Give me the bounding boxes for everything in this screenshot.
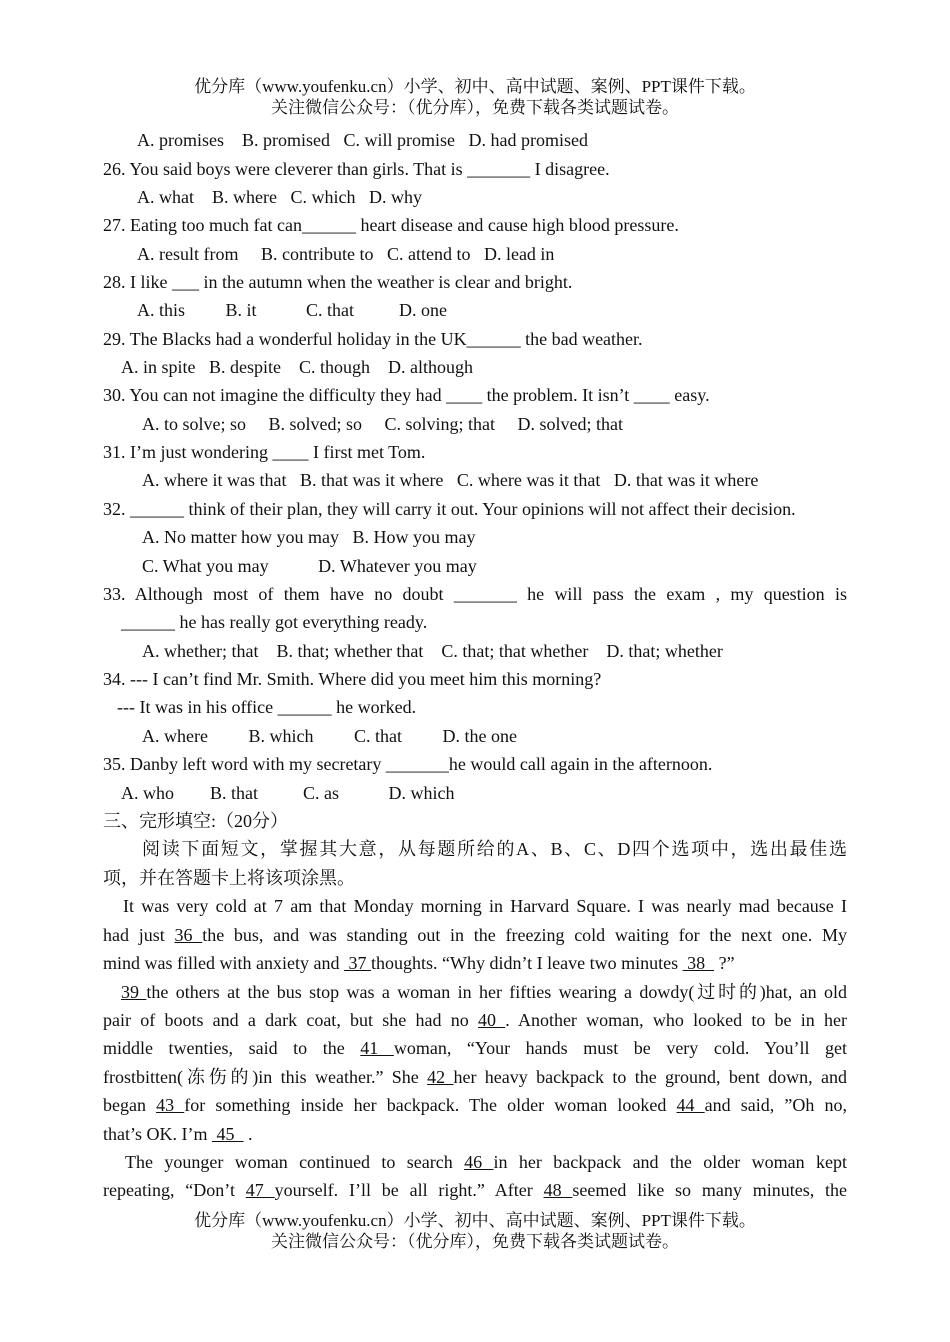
q33-options: A. whether; that B. that; whether that C. that; that whether D. that; whether	[142, 641, 723, 661]
blank-39: 39	[121, 982, 147, 1002]
blank-37: 37	[343, 953, 371, 973]
text-run: The younger woman continued to search	[125, 1152, 465, 1172]
text-run: seemed like so many minutes, the	[572, 1180, 848, 1200]
text-run: yourself. I’ll be all right.” After	[274, 1180, 544, 1200]
blank-43: 43	[156, 1095, 185, 1115]
p3-line-2	[103, 1178, 847, 1202]
blank-46: 46	[464, 1152, 494, 1172]
text-run: thoughts. “Why didn’t I leave two minutes	[370, 953, 683, 973]
p2-line-1	[121, 980, 847, 1004]
p2-line-3	[103, 1036, 847, 1060]
q28-options: A. this B. it C. that D. one	[137, 300, 447, 320]
text-run: began	[103, 1095, 157, 1115]
p2-line-5	[103, 1093, 847, 1117]
text-run: the bus, and was standing out in the freezing cold waiting for the next one. My	[202, 925, 848, 945]
question-31: 31. I’m just wondering ____ I first met Tom.	[103, 442, 426, 462]
p2-line-2	[103, 1008, 847, 1032]
blank-47: 47	[245, 1180, 275, 1200]
footer-line-2: 关注微信公众号：（优分库），免费下载各类试题试卷。	[271, 1232, 679, 1251]
q35-options: A. who B. that C. as D. which	[121, 783, 455, 803]
blank-42: 42	[427, 1067, 454, 1087]
question-30: 30. You can not imagine the difficulty they had ____ the problem. It isn’t ____ easy.	[103, 385, 710, 405]
blank-48: 48	[543, 1180, 573, 1200]
q34-reply: --- It was in his office ______ he worked.	[117, 697, 417, 717]
question-33-line-1: 33. Although most of them have no doubt _______ he will pass the exam , my question is	[103, 584, 847, 604]
q26-options: A. what B. where C. which D. why	[137, 187, 422, 207]
instruction-line-2: 项，并在答题卡上将该项涂黑。	[103, 868, 355, 888]
question-28: 28. I like ___ in the autumn when the weather is clear and bright.	[103, 272, 573, 292]
question-33-line-2: ______ he has really got everything ready.	[121, 612, 428, 632]
q34-options: A. where B. which C. that D. the one	[142, 726, 517, 746]
q32-options-2: C. What you may D. Whatever you may	[142, 556, 477, 576]
text-run: . Another woman, who looked to be in her	[505, 1010, 847, 1030]
question-32: 32. ______ think of their plan, they will carry it out. Your opinions will not affect their decision.	[103, 499, 796, 519]
text-run: for something inside her backpack. The older woman looked	[184, 1095, 677, 1115]
q27-options: A. result from B. contribute to C. attend to D. lead in	[137, 244, 555, 264]
text-run: had just	[103, 925, 175, 945]
blank-38: 38	[682, 953, 715, 973]
p1-line-2	[103, 923, 847, 947]
text-run: woman, “Your hands must be very cold. You’ll get	[393, 1038, 847, 1058]
blank-41: 41	[360, 1038, 394, 1058]
q29-options: A. in spite B. despite C. though D. although	[121, 357, 473, 377]
text-run: and said, ”Oh no,	[704, 1095, 848, 1115]
p3-line-1	[125, 1150, 847, 1174]
section-title: 三、完形填空:（20分）	[103, 811, 289, 831]
text-run: her heavy backpack to the ground, bent down, and	[453, 1067, 847, 1087]
q25-options: A. promises B. promised C. will promise D. had promised	[137, 130, 588, 150]
blank-44: 44	[676, 1095, 705, 1115]
q30-options: A. to solve; so B. solved; so C. solving; that D. solved; that	[142, 414, 623, 434]
text-run: in her backpack and the older woman kept	[493, 1152, 848, 1172]
text-run: mind was filled with anxiety and	[103, 953, 344, 973]
text-run: middle twenties, said to the	[103, 1038, 345, 1058]
q31-options: A. where it was that B. that was it where C. where was it that D. that was it where	[142, 470, 759, 490]
blank-40: 40	[477, 1010, 506, 1030]
question-29: 29. The Blacks had a wonderful holiday in the UK______ the bad weather.	[103, 329, 643, 349]
text-run: .	[243, 1124, 253, 1144]
question-27: 27. Eating too much fat can______ heart disease and cause high blood pressure.	[103, 215, 679, 235]
q32-options-1: A. No matter how you may B. How you may	[142, 527, 476, 547]
p2-line-6	[103, 1122, 252, 1146]
text-run: frostbitten(冻伤的)in this weather.” She	[103, 1067, 428, 1087]
text-run: that’s OK. I’m	[103, 1124, 212, 1144]
header-line-1: 优分库（www.youfenku.cn）小学、初中、高中试题、案例、PPT课件下载。	[194, 77, 756, 96]
text-run: ?”	[714, 953, 735, 973]
p2-line-4	[103, 1065, 847, 1089]
question-35: 35. Danby left word with my secretary _______he would call again in the afternoon.	[103, 754, 713, 774]
question-34: 34. --- I can’t find Mr. Smith. Where did you meet him this morning?	[103, 669, 602, 689]
instruction-line-1: 阅读下面短文，掌握其大意，从每题所给的A、B、C、D四个选项中，选出最佳选	[142, 839, 847, 859]
text-run: repeating, “Don’t	[103, 1180, 246, 1200]
question-26: 26. You said boys were cleverer than girls. That is _______ I disagree.	[103, 159, 610, 179]
blank-45: 45	[211, 1124, 244, 1144]
p1-line-1: It was very cold at 7 am that Monday morning in Harvard Square. I was nearly mad because I	[123, 896, 847, 916]
p1-line-3	[103, 951, 735, 975]
text-run: pair of boots and a dark coat, but she had no	[103, 1010, 478, 1030]
text-run: the others at the bus stop was a woman in her fifties wearing a dowdy(过时的)hat, an old	[146, 982, 848, 1002]
footer-line-1: 优分库（www.youfenku.cn）小学、初中、高中试题、案例、PPT课件下载。	[194, 1211, 756, 1230]
blank-36: 36	[174, 925, 203, 945]
header-line-2: 关注微信公众号：（优分库），免费下载各类试题试卷。	[271, 98, 679, 117]
